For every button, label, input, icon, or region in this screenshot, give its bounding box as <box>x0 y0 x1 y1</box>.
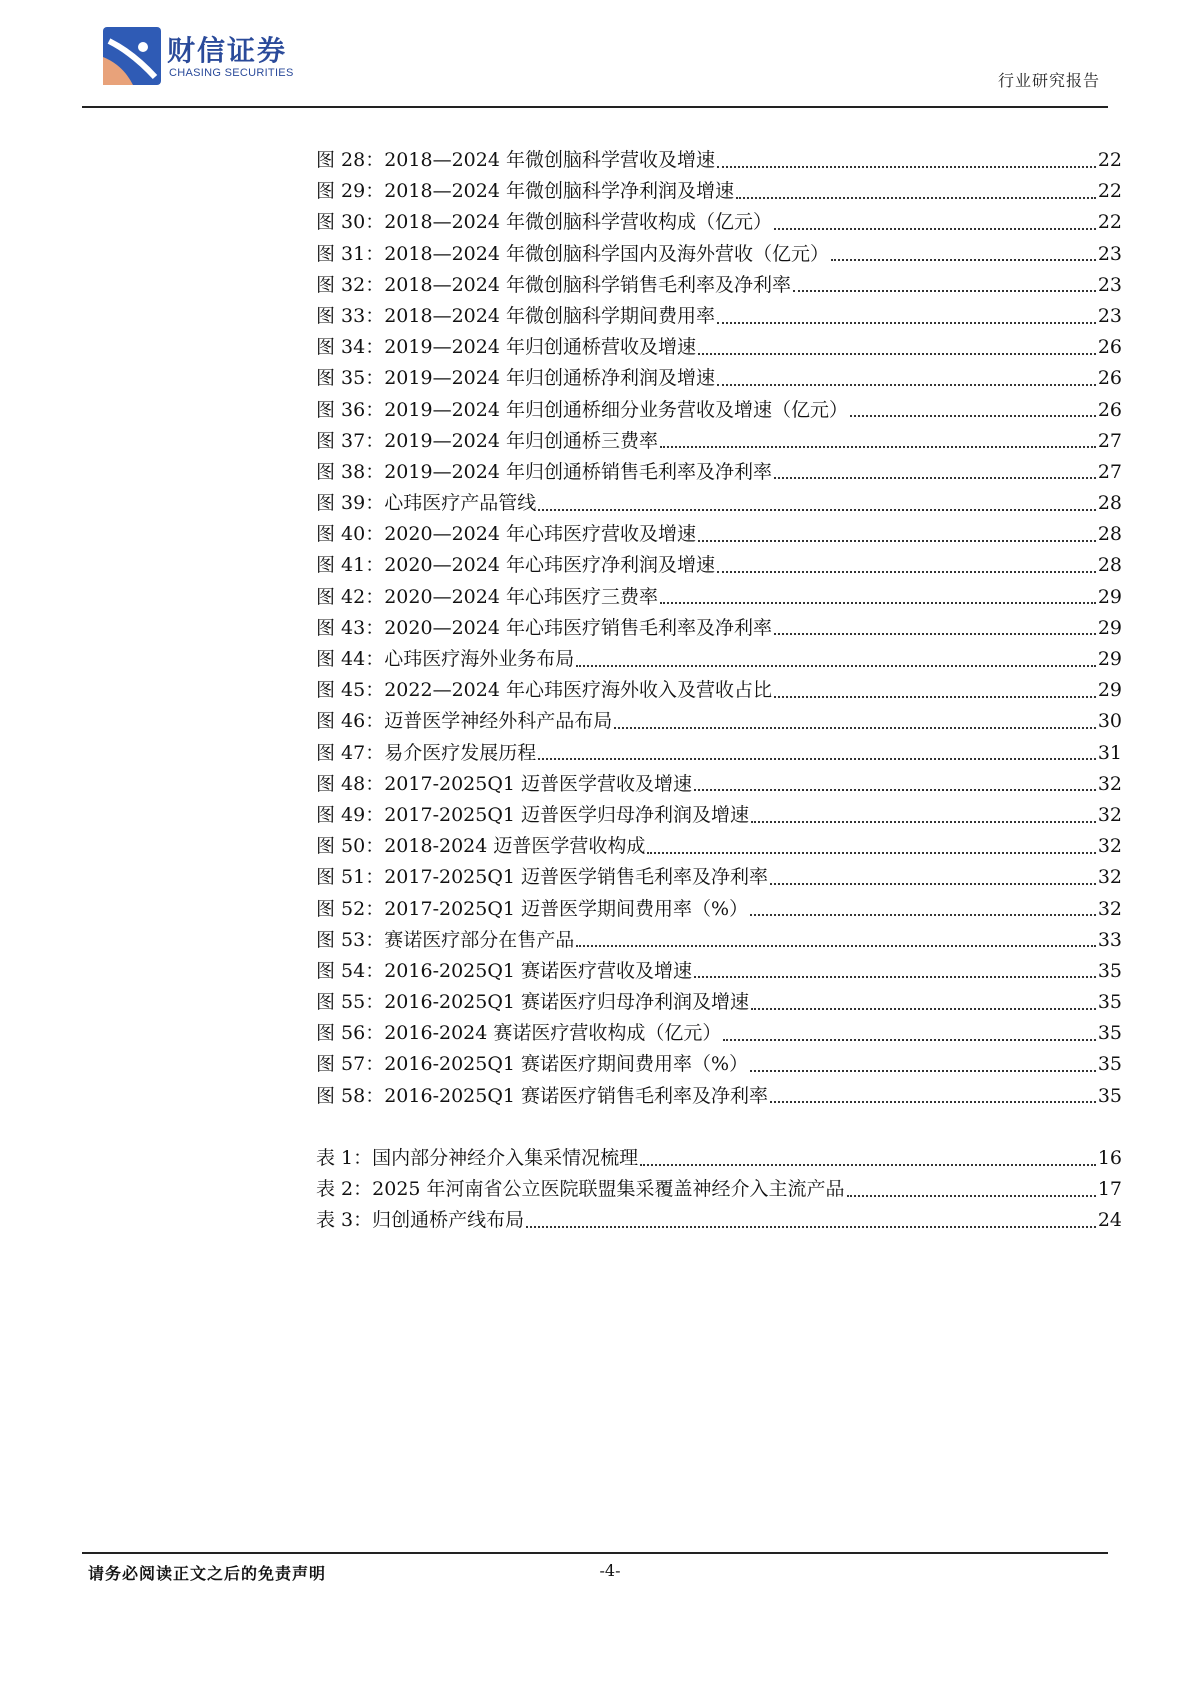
figure-entry-page: 28 <box>1097 523 1122 546</box>
dot-leader <box>614 727 1096 729</box>
figure-entry-label: 图 38： <box>316 460 385 483</box>
figure-entry[interactable] <box>316 363 1122 394</box>
dot-leader <box>793 290 1096 292</box>
figure-entry-title: 2019—2024 年归创通桥销售毛利率及净利率 <box>384 460 772 483</box>
figure-entry-label: 图 53： <box>316 928 385 951</box>
figure-entry[interactable] <box>316 270 1122 301</box>
dot-leader <box>774 633 1096 635</box>
dot-leader <box>831 259 1096 261</box>
figure-entry-page: 32 <box>1097 772 1122 795</box>
figure-entry-title: 易介医疗发展历程 <box>384 741 537 764</box>
figure-entry-title: 2018-2024 迈普医学营收构成 <box>384 835 646 858</box>
report-type: 行业研究报告 <box>997 71 1100 90</box>
figure-entry-page: 23 <box>1097 304 1122 327</box>
figure-entry-label: 图 37： <box>316 429 385 452</box>
dot-leader <box>647 852 1095 854</box>
figure-entry-page: 29 <box>1097 585 1122 608</box>
figure-entry-page: 35 <box>1097 959 1122 982</box>
table-list <box>316 1143 1122 1237</box>
figure-entry[interactable] <box>316 925 1122 956</box>
figure-entry-page: 32 <box>1097 866 1122 889</box>
figure-entry-title: 2016-2025Q1 赛诺医疗期间费用率（%） <box>384 1053 749 1076</box>
figure-entry-label: 图 58： <box>316 1084 385 1107</box>
figure-entry[interactable] <box>316 862 1122 893</box>
figure-entry-label: 图 43： <box>316 616 385 639</box>
figure-entry-label: 图 40： <box>316 523 385 546</box>
figure-entry-page: 26 <box>1097 398 1122 421</box>
figure-entry-page: 32 <box>1097 835 1122 858</box>
figure-entry-title: 心玮医疗产品管线 <box>384 492 537 515</box>
figure-entry-title: 2019—2024 年归创通桥细分业务营收及增速（亿元） <box>384 398 848 421</box>
figure-entry-title: 赛诺医疗部分在售产品 <box>384 928 575 951</box>
figure-entry-label: 图 52： <box>316 897 385 920</box>
figure-entry[interactable] <box>316 613 1122 644</box>
dot-leader <box>717 571 1096 573</box>
figure-entry-title: 2017-2025Q1 迈普医学营收及增速 <box>384 772 693 795</box>
page-number: -4- <box>599 1561 621 1580</box>
table-entry-label: 表 3： <box>316 1209 373 1232</box>
dot-leader <box>694 789 1096 791</box>
dot-leader <box>538 509 1096 511</box>
figure-entry-label: 图 50： <box>316 835 385 858</box>
figure-entry-label: 图 49： <box>316 803 385 826</box>
figure-entry-label: 图 28： <box>316 149 385 171</box>
figure-entry-page: 22 <box>1097 149 1122 171</box>
figure-entry-label: 图 56： <box>316 1022 385 1045</box>
figure-entry-label: 图 45： <box>316 679 385 702</box>
figure-entry-title: 2018—2024 年微创脑科学营收构成（亿元） <box>384 211 772 234</box>
figure-entry-page: 22 <box>1097 180 1122 203</box>
figure-entry-title: 2022—2024 年心玮医疗海外收入及营收占比 <box>384 679 772 702</box>
dot-leader <box>698 353 1096 355</box>
figure-entry[interactable] <box>316 426 1122 457</box>
figure-entry-page: 33 <box>1097 928 1122 951</box>
figure-entry-title: 2018—2024 年微创脑科学净利润及增速 <box>384 180 734 203</box>
figure-entry-title: 2017-2025Q1 迈普医学销售毛利率及净利率 <box>384 866 769 889</box>
dot-leader <box>750 914 1096 916</box>
figure-entry[interactable] <box>316 831 1122 862</box>
figure-entry-label: 图 55： <box>316 991 385 1014</box>
figure-entry-page: 32 <box>1097 803 1122 826</box>
figure-entry-page: 29 <box>1097 616 1122 639</box>
dot-leader <box>717 322 1096 324</box>
table-entry-label: 表 2： <box>316 1178 373 1201</box>
figure-entry-label: 图 30： <box>316 211 385 234</box>
figure-entry-title: 2016-2025Q1 赛诺医疗归母净利润及增速 <box>384 991 750 1014</box>
dot-leader <box>717 166 1096 168</box>
dot-leader <box>736 197 1096 199</box>
figure-entry-label: 图 35： <box>316 367 385 390</box>
figure-entry[interactable] <box>316 738 1122 769</box>
dot-leader <box>850 415 1096 417</box>
figure-entry[interactable] <box>316 519 1122 550</box>
figure-entry-title: 2017-2025Q1 迈普医学期间费用率（%） <box>384 897 749 920</box>
figure-entry-label: 图 36： <box>316 398 385 421</box>
figure-entry-label: 图 33： <box>316 304 385 327</box>
figure-entry-page: 29 <box>1097 648 1122 670</box>
figure-entry[interactable] <box>316 800 1122 831</box>
dot-leader <box>751 821 1096 823</box>
logo-text-cn: 财信证券 <box>167 34 288 67</box>
figure-entry-title: 2020—2024 年心玮医疗销售毛利率及净利率 <box>384 616 772 639</box>
figure-entry-label: 图 51： <box>316 866 385 889</box>
header-divider <box>82 106 1108 108</box>
disclaimer-note: 请务必阅读正文之后的免责声明 <box>88 1564 327 1583</box>
table-entry[interactable] <box>316 1174 1122 1205</box>
figure-entry-title: 2017-2025Q1 迈普医学归母净利润及增速 <box>384 803 750 826</box>
figure-entry-title: 2018—2024 年微创脑科学营收及增速 <box>384 149 715 171</box>
figure-entry-title: 2019—2024 年归创通桥净利润及增速 <box>384 367 715 390</box>
dot-leader <box>576 945 1096 947</box>
dot-leader <box>770 883 1096 885</box>
figure-entry-page: 35 <box>1097 1022 1122 1045</box>
dot-leader <box>723 1039 1095 1041</box>
figure-entry-page: 28 <box>1097 554 1122 577</box>
figure-entry-page: 32 <box>1097 897 1122 920</box>
figure-entry[interactable] <box>316 706 1122 737</box>
figure-entry-label: 图 47： <box>316 741 385 764</box>
figure-entry-title: 2016-2024 赛诺医疗营收构成（亿元） <box>384 1022 722 1045</box>
figure-entry-label: 图 54： <box>316 959 385 982</box>
figure-entry-label: 图 29： <box>316 180 385 203</box>
table-entry[interactable] <box>316 1205 1122 1236</box>
figure-entry-title: 2018—2024 年微创脑科学销售毛利率及净利率 <box>384 273 791 296</box>
dot-leader <box>538 758 1096 760</box>
figure-entry-page: 29 <box>1097 679 1122 702</box>
dot-leader <box>694 976 1096 978</box>
table-entry-title: 归创通桥产线布局 <box>372 1209 525 1232</box>
table-entry-page: 17 <box>1097 1178 1122 1201</box>
figure-entry-label: 图 42： <box>316 585 385 608</box>
figure-entry-page: 31 <box>1097 741 1122 764</box>
figure-entry-title: 2018—2024 年微创脑科学期间费用率 <box>384 304 715 327</box>
figure-entry[interactable] <box>316 301 1122 332</box>
dot-leader <box>698 540 1096 542</box>
dot-leader <box>526 1226 1096 1228</box>
dot-leader <box>847 1195 1096 1197</box>
figure-entry[interactable] <box>316 207 1122 238</box>
figure-entry[interactable] <box>316 987 1122 1018</box>
figure-entry-label: 图 31： <box>316 242 385 265</box>
figure-entry-page: 27 <box>1097 429 1122 452</box>
figure-entry[interactable] <box>316 675 1122 706</box>
figure-entry-page: 22 <box>1097 211 1122 234</box>
table-entry-label: 表 1： <box>316 1147 373 1169</box>
company-logo <box>103 27 303 85</box>
dot-leader <box>774 696 1096 698</box>
dot-leader <box>751 1008 1096 1010</box>
dot-leader <box>640 1164 1096 1166</box>
figure-entry[interactable] <box>316 769 1122 800</box>
figure-entry[interactable] <box>316 644 1122 675</box>
dot-leader <box>717 384 1096 386</box>
figure-entry-title: 心玮医疗海外业务布局 <box>384 648 575 670</box>
figure-entry[interactable] <box>316 1018 1122 1049</box>
dot-leader <box>576 665 1096 667</box>
table-entry-page: 24 <box>1097 1209 1122 1232</box>
figure-entry-page: 27 <box>1097 460 1122 483</box>
figure-entry-page: 26 <box>1097 367 1122 390</box>
figure-entry-page: 23 <box>1097 273 1122 296</box>
figure-entry[interactable] <box>316 145 1122 176</box>
figure-entry-label: 图 44： <box>316 648 385 670</box>
figure-entry-title: 2019—2024 年归创通桥三费率 <box>384 429 658 452</box>
figure-entry-page: 28 <box>1097 492 1122 515</box>
figure-entry[interactable] <box>316 457 1122 488</box>
figure-entry-title: 2020—2024 年心玮医疗三费率 <box>384 585 658 608</box>
figure-list <box>316 145 1122 1112</box>
figure-entry-page: 23 <box>1097 242 1122 265</box>
table-entry-page: 16 <box>1097 1147 1122 1169</box>
figure-entry-title: 迈普医学神经外科产品布局 <box>384 710 613 733</box>
figure-entry-label: 图 34： <box>316 336 385 359</box>
figure-entry-title: 2016-2025Q1 赛诺医疗营收及增速 <box>384 959 693 982</box>
figure-entry[interactable] <box>316 239 1122 270</box>
figure-entry-label: 图 48： <box>316 772 385 795</box>
figure-entry[interactable] <box>316 582 1122 613</box>
dot-leader <box>660 446 1096 448</box>
figure-entry[interactable] <box>316 1049 1122 1080</box>
dot-leader <box>774 228 1096 230</box>
figure-entry-title: 2016-2025Q1 赛诺医疗销售毛利率及净利率 <box>384 1084 769 1107</box>
figure-entry-label: 图 32： <box>316 273 385 296</box>
figure-entry-label: 图 57： <box>316 1053 385 1076</box>
table-entry-title: 2025 年河南省公立医院联盟集采覆盖神经介入主流产品 <box>372 1178 845 1201</box>
table-entry[interactable] <box>316 1143 1122 1174</box>
figure-entry[interactable] <box>316 488 1122 519</box>
figure-entry[interactable] <box>316 1081 1122 1112</box>
figure-entry[interactable] <box>316 894 1122 925</box>
footer-divider <box>82 1552 1108 1554</box>
figure-entry-label: 图 46： <box>316 710 385 733</box>
figure-entry-title: 2018—2024 年微创脑科学国内及海外营收（亿元） <box>384 242 829 265</box>
dot-leader <box>770 1101 1096 1103</box>
dot-leader <box>660 602 1096 604</box>
figure-entry-page: 30 <box>1097 710 1122 733</box>
figure-entry-title: 2020—2024 年心玮医疗营收及增速 <box>384 523 696 546</box>
dot-leader <box>774 477 1096 479</box>
figure-entry-page: 26 <box>1097 336 1122 359</box>
figure-entry[interactable] <box>316 550 1122 581</box>
logo-text-en: CHASING SECURITIES <box>169 67 294 79</box>
figure-entry-page: 35 <box>1097 1053 1122 1076</box>
table-entry-title: 国内部分神经介入集采情况梳理 <box>372 1147 639 1169</box>
figure-entry[interactable] <box>316 176 1122 207</box>
figure-entry-page: 35 <box>1097 1084 1122 1107</box>
figure-entry-page: 35 <box>1097 991 1122 1014</box>
figure-entry[interactable] <box>316 332 1122 363</box>
figure-entry-label: 图 39： <box>316 492 385 515</box>
dot-leader <box>750 1070 1096 1072</box>
figure-entry-title: 2020—2024 年心玮医疗净利润及增速 <box>384 554 715 577</box>
figure-entry[interactable] <box>316 956 1122 987</box>
figure-entry-title: 2019—2024 年归创通桥营收及增速 <box>384 336 696 359</box>
figure-entry-label: 图 41： <box>316 554 385 577</box>
chasing-logo-icon <box>103 27 161 85</box>
figure-entry[interactable] <box>316 395 1122 426</box>
